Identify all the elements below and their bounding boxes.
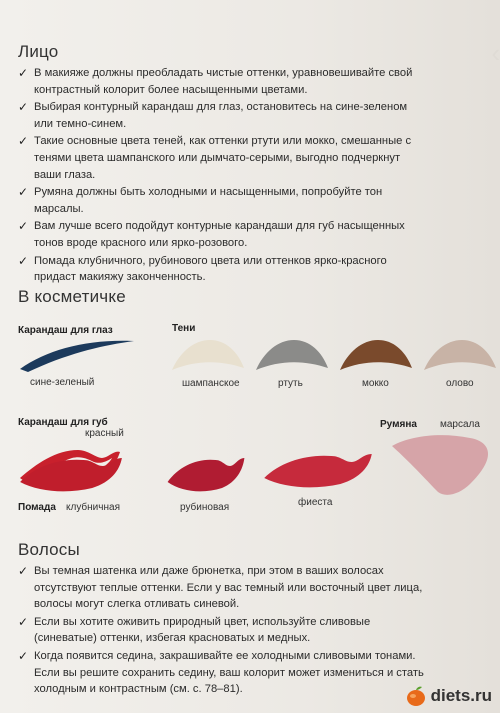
tip-item <box>18 648 428 698</box>
lipstick-swatch <box>166 452 246 496</box>
section-title-face: Лицо <box>18 42 59 61</box>
checkmark-icon: ✓ <box>18 100 29 115</box>
tip-item <box>18 133 422 183</box>
shadow-swatch <box>256 338 328 372</box>
lip-pencil-heading: Карандаш для губ <box>18 417 108 428</box>
apple-icon <box>405 685 427 707</box>
tip-text: Помада клубничного, рубинового цвета или оттенков ярко-красного придаст макияжу законченность. <box>34 254 387 284</box>
tip-item <box>18 218 422 251</box>
shadow-swatch <box>340 338 412 372</box>
blush-swatch <box>390 432 490 498</box>
eye-pencil-label: сине-зеленый <box>30 377 95 388</box>
tip-text: Выбирая контурный карандаш для глаз, остановитесь на сине-зеленом или темно-синем. <box>34 101 408 130</box>
checkmark-icon: ✓ <box>18 219 29 234</box>
checkmark-icon: ✓ <box>18 564 29 578</box>
watermark-text: diets.ru <box>430 686 492 705</box>
lipstick-swatch <box>262 448 374 492</box>
shadow-label: олово <box>446 378 474 389</box>
shadow-swatch <box>424 338 496 372</box>
blush-label: марсала <box>440 419 480 430</box>
eye-pencil-swatch <box>18 335 136 373</box>
tip-item <box>18 184 422 217</box>
tip-text: Если вы хотите оживить природный цвет, используйте сливовые (синеватые) оттенки, избегая красноватых и медных. <box>34 615 371 645</box>
tip-text: В макияже должны преобладать чистые оттенки, уравновешивайте свой контрастный колорит более насыщенными цветами. <box>34 67 413 96</box>
face-tips-list <box>18 65 422 287</box>
tip-text: Такие основные цвета теней, как оттенки ртути или мокко, смешанные с тенями цвета шампанского или дымчато-серыми, выгодно подчеркнут ваши глаза. <box>34 135 412 181</box>
eye-pencil-heading: Карандаш для глаз <box>18 325 113 336</box>
tip-text: Когда появится седина, закрашивайте ее холодными сливовыми тонами. Если вы решите сохранить седину, ваш колорит может измениться и стать холодным и контрастным (см. с. 78–81). <box>34 649 424 696</box>
checkmark-icon: ✓ <box>18 648 29 663</box>
shadow-swatch <box>172 338 244 372</box>
lipstick-heading: Помада <box>18 502 56 513</box>
watermark <box>405 685 492 707</box>
lipstick-label: клубничная <box>66 502 120 513</box>
tip-item <box>18 99 422 132</box>
tip-text: Румяна должны быть холодными и насыщенными, попробуйте тон марсалы. <box>34 186 383 215</box>
tip-item <box>18 614 428 647</box>
blush-heading: Румяна <box>380 419 417 430</box>
shadow-label: шампанское <box>182 378 240 389</box>
checkmark-icon: ✓ <box>18 185 29 200</box>
bleed-through-text: ‹ <box>491 38 500 68</box>
hair-tips-list <box>18 563 428 699</box>
shadow-label: мокко <box>362 378 389 389</box>
section-title-cosmetics: В косметичке <box>18 287 126 306</box>
tip-item <box>18 65 422 98</box>
shadows-heading: Тени <box>172 323 196 334</box>
checkmark-icon: ✓ <box>18 614 29 629</box>
tip-item <box>18 253 422 286</box>
section-title-hair: Волосы <box>18 540 80 559</box>
checkmark-icon: ✓ <box>18 134 29 149</box>
lipstick-label: рубиновая <box>180 502 230 513</box>
tip-item <box>18 563 428 613</box>
lip-pencil-label: красный <box>85 428 124 439</box>
shadow-label: ртуть <box>278 378 303 389</box>
lipstick-swatch <box>18 452 124 496</box>
checkmark-icon: ✓ <box>18 66 29 80</box>
tip-text: Вам лучше всего подойдут контурные карандаши для губ насыщенных тонов вроде красного или ярко-розового. <box>34 220 405 249</box>
checkmark-icon: ✓ <box>18 253 29 268</box>
lipstick-label: фиеста <box>298 497 333 508</box>
tip-text: Вы темная шатенка или даже брюнетка, при этом в ваших волосах отсутствуют теплые оттенки. Если у вас темный или восточный цвет лица, волосы могут слегка отливать синевой. <box>34 565 423 611</box>
